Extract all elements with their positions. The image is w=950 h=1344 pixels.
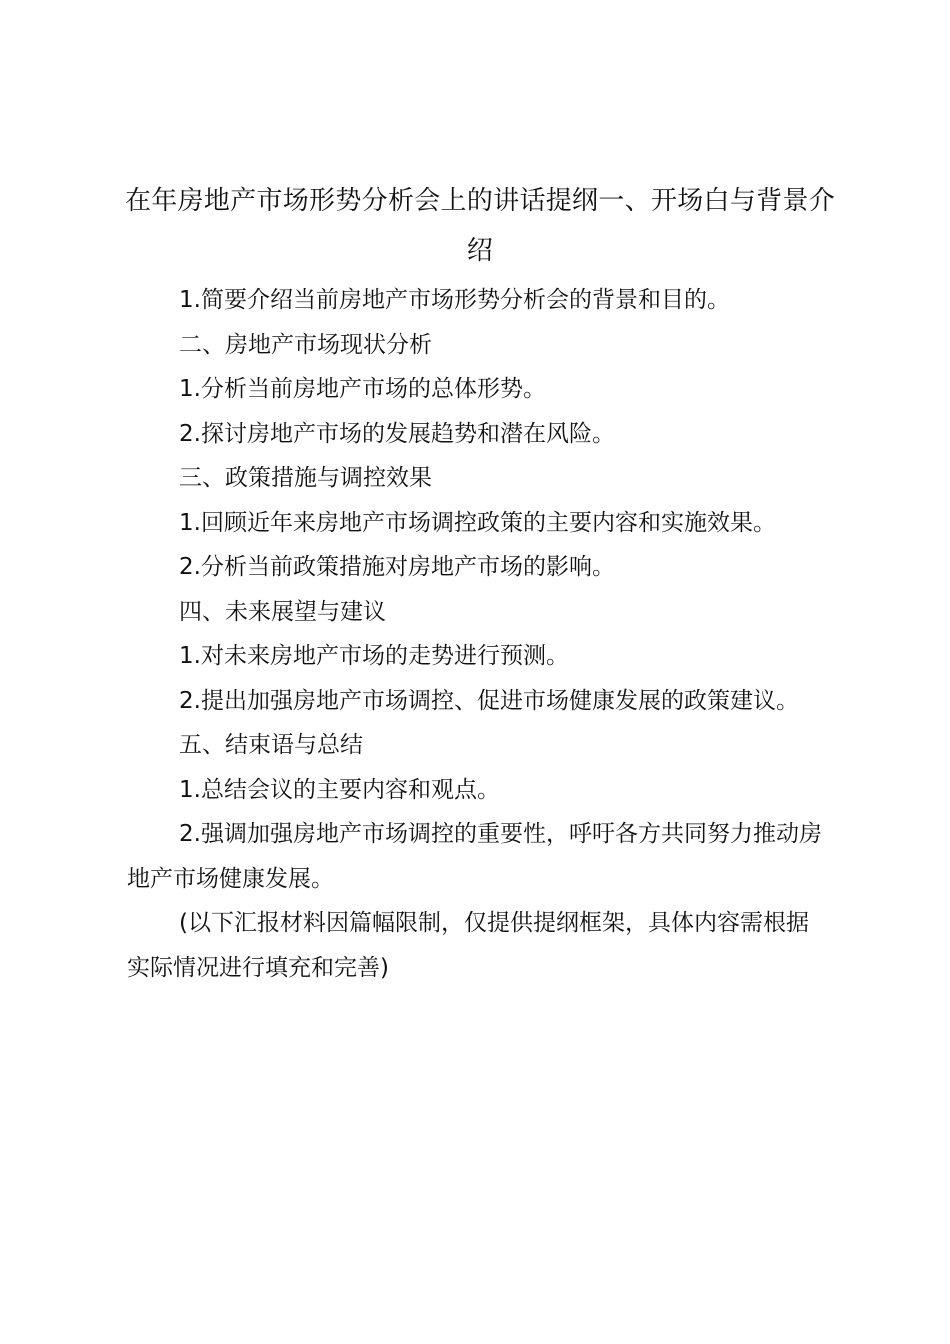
section-heading-5: 五、结束语与总结 bbox=[179, 732, 363, 758]
document-title: 在年房地产市场形势分析会上的讲话提纲一、开场白与背景介绍 bbox=[124, 186, 836, 266]
paragraph-2-1: 1.分析当前房地产市场的总体形势。 bbox=[179, 376, 546, 402]
paragraph-4-2: 2.提出加强房地产市场调控、促进市场健康发展的政策建议。 bbox=[179, 687, 799, 714]
paragraph-2-2: 2.探讨房地产市场的发展趋势和潜在风险。 bbox=[179, 420, 615, 447]
note-paragraph: (以下汇报材料因篇幅限制，仅提供提纲框架，具体内容需根据实际情况进行填充和完善) bbox=[127, 910, 809, 981]
paragraph-4-1: 1.对未来房地产市场的走势进行预测。 bbox=[179, 643, 569, 669]
section-heading-3: 三、政策措施与调控效果 bbox=[179, 465, 432, 491]
paragraph-intro-1: 1.简要介绍当前房地产市场形势分析会的背景和目的。 bbox=[179, 287, 730, 313]
paragraph-5-1: 1.总结会议的主要内容和观点。 bbox=[179, 776, 500, 803]
section-heading-4: 四、未来展望与建议 bbox=[179, 598, 386, 625]
section-heading-2: 二、房地产市场现状分析 bbox=[179, 331, 432, 358]
paragraph-5-2: 2.强调加强房地产市场调控的重要性，呼吁各方共同努力推动房地产市场健康发展。 bbox=[127, 821, 822, 892]
paragraph-3-2: 2.分析当前政策措施对房地产市场的影响。 bbox=[179, 554, 615, 580]
paragraph-3-1: 1.回顾近年来房地产市场调控政策的主要内容和实施效果。 bbox=[179, 509, 776, 536]
document-body bbox=[127, 278, 831, 990]
